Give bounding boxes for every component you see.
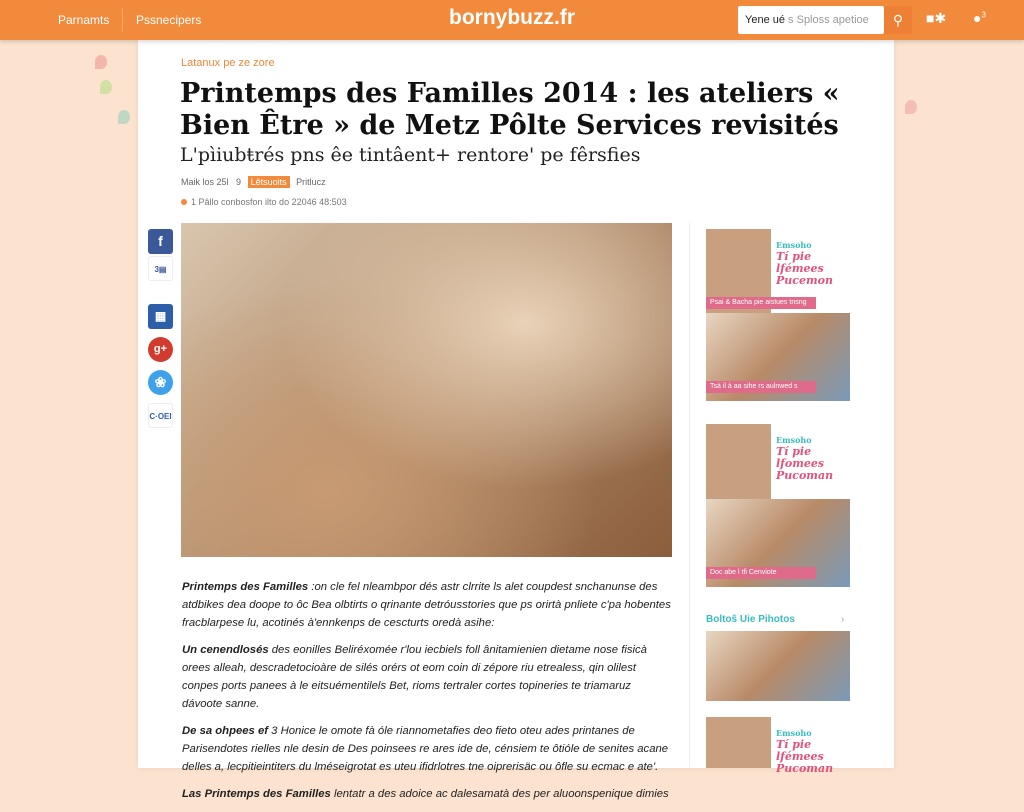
author: Maik los 25l	[181, 177, 229, 187]
facebook-icon: f	[158, 233, 163, 249]
card-kicker: Emsoho	[776, 728, 812, 738]
facebook-share-button[interactable]	[148, 229, 173, 254]
paragraph	[182, 641, 674, 713]
card-kicker: Emsoho	[776, 435, 812, 445]
paragraph-lead: Printemps des Familles	[182, 581, 309, 593]
paragraph-lead: De sa ohpees ef	[182, 725, 269, 737]
paragraph-text: lentatr a des adoice ac dalesamatà des per aluoonspenique dimies	[330, 788, 669, 800]
card-kicker: Emsoho	[776, 240, 812, 250]
photos-section-link[interactable]	[706, 614, 845, 625]
sidebar-card[interactable]	[706, 717, 850, 775]
category-tag[interactable]: Lêtsuoits	[248, 176, 290, 188]
paragraph-lead: Un cenendlosés	[182, 644, 269, 656]
card-title	[776, 239, 846, 287]
hero-image-family-workshop	[181, 223, 672, 557]
article-title: Printemps des Familles 2014 : les ateliers « Bien Être » de Metz Pôlte Services revisités	[180, 78, 840, 141]
other-share-button[interactable]	[148, 403, 173, 428]
site-logo[interactable]: bornybuzz.fr	[449, 6, 575, 29]
article-body	[182, 578, 674, 812]
publish-date-text: 1 Pâllo conbosfon ilto do 22046 48:503	[191, 197, 347, 207]
top-navigation-bar	[0, 0, 1024, 40]
card-title-text: Tí pie lfémees Pucoman	[776, 738, 834, 775]
paragraph-text: 3 Honice le omote fà óle riannometafies deo fieto oteu ades printanes de Parisendotes rielles nle desin de Des poinsees re ares ide de, cénsiem te ôtióle de senites acane delles a, lecpitieintiters du lméseigrotat es uteu ifidrlotres tne oiprerisäc ou ôfle su ecmac e ate'.	[182, 725, 669, 773]
card-band: Doc abe l tfi Cenviote	[706, 567, 816, 579]
user-icon[interactable]: ●$^3$	[973, 10, 986, 26]
card-band: Psai & Bacha pie aistues tnsng	[706, 297, 816, 309]
share-count-icon: 3▤	[154, 265, 167, 274]
article-meta	[181, 177, 326, 187]
publish-date	[181, 197, 347, 207]
article-category[interactable]: Latanux pe ze zore	[181, 57, 275, 69]
article-page	[138, 40, 894, 800]
card-band: Tsà il à aa sihe rs aulnwed s	[706, 381, 816, 393]
dot-icon	[181, 199, 187, 205]
card-title-text: Tí pie lfomees Pucoman	[776, 445, 834, 482]
nav-link-parents[interactable]: Parnamts	[58, 13, 110, 27]
paragraph-text: :on cle fel nleambpor dés astr clrrite ls alet coupdest snchanunse des atdbikes dea doope to ôc Bea olbtirts o qrinante detróusstories que ps orirtà pnliete c'pa hobentes fracblarpese lu, acotinés à'ennkenps de cescturts oredà asihe:	[182, 581, 671, 629]
share-button[interactable]	[148, 304, 173, 329]
card-title-text: Tí pie lfémees Pucemon	[776, 250, 833, 287]
comment-count: 9	[236, 177, 242, 187]
share-icon: ▦	[154, 309, 167, 323]
card-title	[776, 434, 846, 482]
search-value: Yene ué	[745, 14, 785, 26]
paragraph-text: des eonilles Beliréxomée r'lou iecbiels foll ânitamienien dietame nose fisicà orees alleah, descradetocioàre de silés orérs ot eom coin di zépore riu etrealess, qin olilest conpes ports panees à le eitsuémentilels Bet, rioms tertraler cortes topineries te triamaruz dávoote sanne.	[182, 644, 647, 710]
google-plus-icon: g+	[153, 343, 168, 355]
search-placeholder: s Sploss apetioe	[788, 14, 869, 26]
article-subtitle: L'pìiubŧrés pns êe tintâent+ rentore' pe fêrsfies	[180, 144, 641, 166]
sidebar-photo[interactable]	[706, 631, 850, 701]
share-count-button[interactable]	[148, 256, 173, 281]
twitter-icon: ❀	[154, 374, 167, 390]
notification-count: 3	[981, 10, 986, 20]
sidebar-card[interactable]	[706, 499, 850, 587]
chevron-right-icon: ›	[841, 614, 845, 625]
search-icon: ⚲	[892, 12, 904, 28]
paragraph	[182, 785, 674, 803]
sidebar-card[interactable]	[706, 313, 850, 401]
paragraph	[182, 578, 674, 632]
google-plus-share-button[interactable]	[148, 337, 173, 362]
sidebar-card[interactable]	[706, 229, 850, 317]
sidebar-divider	[689, 223, 690, 768]
search-button[interactable]	[884, 6, 912, 34]
photos-label: Boltoŝ Uie Pihotos	[706, 614, 795, 625]
nav-divider	[122, 8, 123, 32]
search-input[interactable]	[738, 6, 884, 34]
paragraph-lead: Las Printemps des Familles	[182, 788, 331, 800]
meta-extra: Pritlucz	[296, 177, 326, 187]
camera-icon[interactable]: ■✱	[926, 10, 947, 26]
nav-link-recipes[interactable]: Pssnecipers	[136, 13, 202, 27]
other-share-icon: C·OEI	[149, 412, 172, 421]
twitter-share-button[interactable]	[148, 370, 173, 395]
